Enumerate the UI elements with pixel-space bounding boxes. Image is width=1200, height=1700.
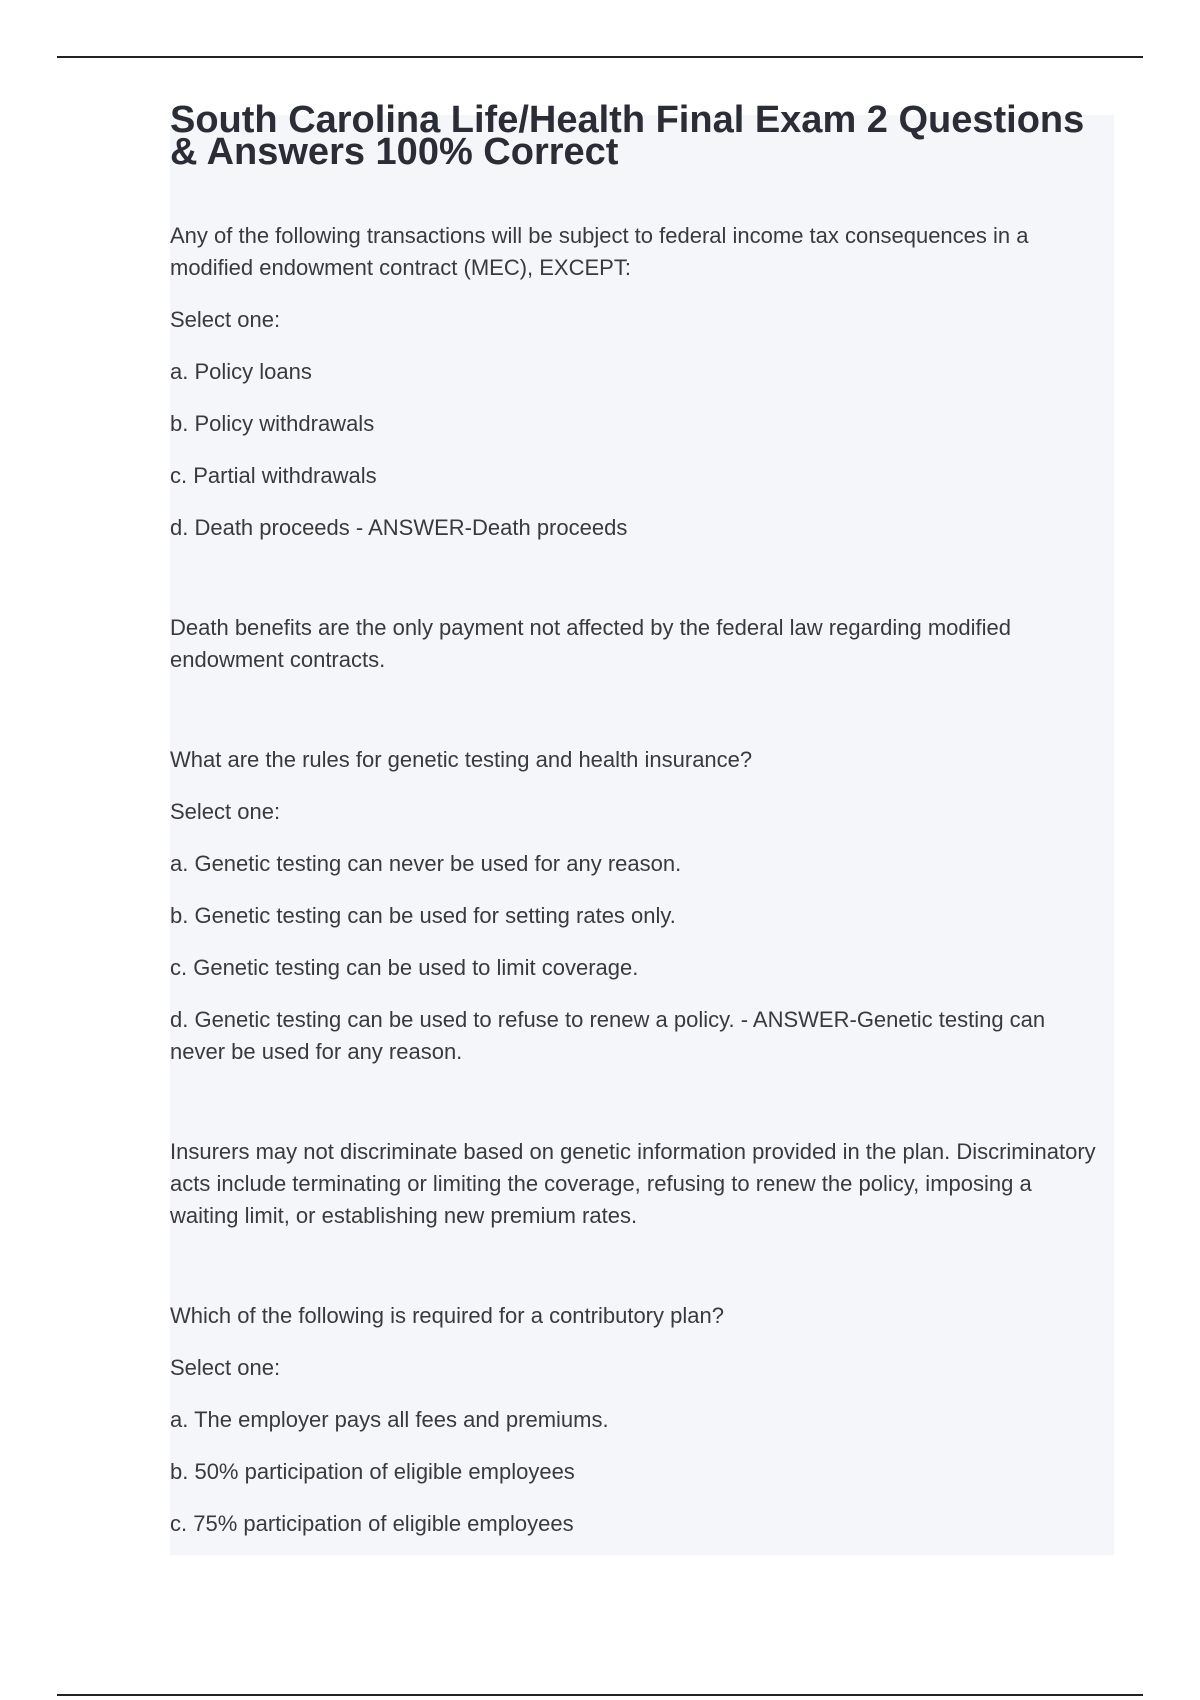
question-text: What are the rules for genetic testing and health insurance? — [170, 747, 753, 772]
select-prompt: Select one: — [170, 799, 281, 824]
question-2 — [170, 744, 1100, 1232]
document-title: South Carolina Life/Health Final Exam 2 Questions & Answers 100% Correct — [170, 99, 1085, 173]
option-c: c. Genetic testing can be used to limit coverage. — [170, 955, 639, 980]
option-d-answer: d. Genetic testing can be used to refuse to renew a policy. - ANSWER-Genetic testing can never be used for any reason. — [170, 1007, 1046, 1064]
option-b: b. 50% participation of eligible employees — [170, 1459, 575, 1484]
explanation: Insurers may not discriminate based on genetic information provided in the plan. Discriminatory acts include terminating or limiting the coverage, refusing to renew the policy, imposing a waiting limit, or establishing new premium rates. — [170, 1139, 1096, 1228]
question-text: Which of the following is required for a contributory plan? — [170, 1303, 724, 1328]
top-rule — [57, 56, 1143, 58]
option-d-answer: d. Death proceeds - ANSWER-Death proceeds — [170, 515, 628, 540]
select-prompt: Select one: — [170, 1355, 281, 1380]
bottom-rule — [57, 1694, 1143, 1696]
option-c: c. Partial withdrawals — [170, 463, 377, 488]
document-body — [170, 99, 1100, 1540]
question-text: Any of the following transactions will be subject to federal income tax consequences in a modified endowment contract (MEC), EXCEPT: — [170, 223, 1029, 280]
option-a: a. The employer pays all fees and premiums. — [170, 1407, 609, 1432]
option-a: a. Genetic testing can never be used for any reason. — [170, 851, 682, 876]
option-c: c. 75% participation of eligible employees — [170, 1511, 574, 1536]
option-b: b. Genetic testing can be used for setting rates only. — [170, 903, 676, 928]
question-3 — [170, 1300, 1100, 1540]
question-1 — [170, 220, 1100, 676]
select-prompt: Select one: — [170, 307, 281, 332]
option-b: b. Policy withdrawals — [170, 411, 375, 436]
option-a: a. Policy loans — [170, 359, 312, 384]
explanation: Death benefits are the only payment not affected by the federal law regarding modified endowment contracts. — [170, 615, 1012, 672]
